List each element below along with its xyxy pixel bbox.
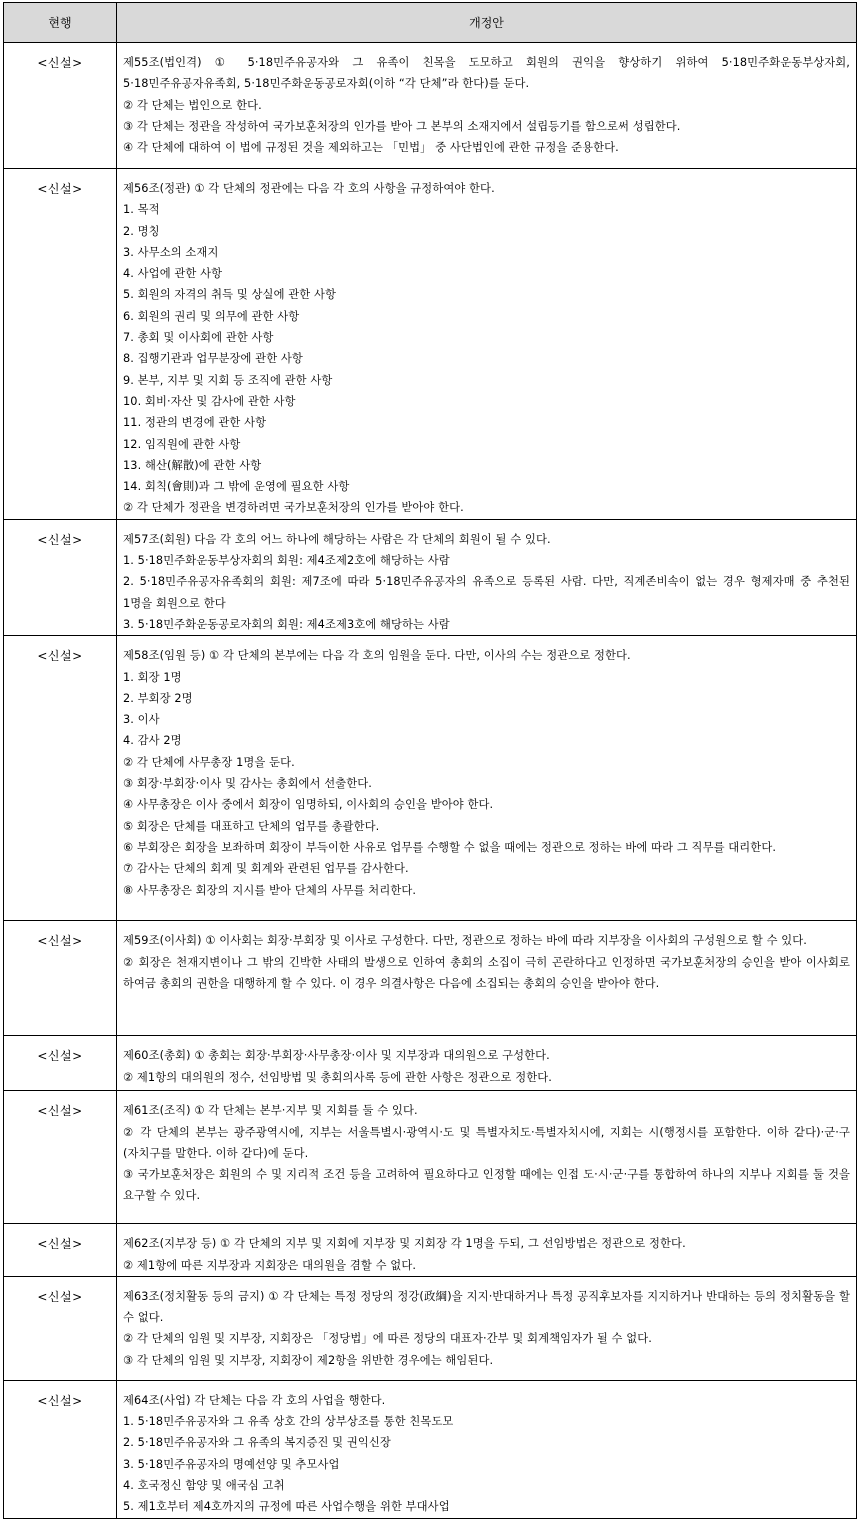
proposed-cell — [117, 1276, 857, 1380]
provision-line: 제58조(임원 등) ① 각 단체의 본부에는 다음 각 호의 임원을 둔다. 다만, 이사의 수는 정관으로 정한다. — [123, 649, 631, 663]
current-cell: <신설> — [4, 1276, 117, 1380]
provision-line: 5. 회원의 자격의 취득 및 상실에 관한 사항 — [123, 288, 337, 302]
current-cell: <신설> — [4, 1380, 117, 1518]
provision-line: 2. 부회장 2명 — [123, 691, 193, 705]
provision-line: 10. 회비·자산 및 감사에 관한 사항 — [123, 394, 296, 408]
provision-line: ⑧ 사무총장은 회장의 지시를 받아 단체의 사무를 처리한다. — [123, 883, 417, 897]
proposed-cell — [117, 921, 857, 1036]
provision-line: 14. 회칙(會則)과 그 밖에 운영에 필요한 사항 — [123, 480, 350, 494]
provision-line: 7. 총회 및 이사회에 관한 사항 — [123, 331, 274, 345]
current-cell: <신설> — [4, 1091, 117, 1224]
proposed-cell — [117, 1036, 857, 1091]
provision-line: 1. 회장 1명 — [123, 670, 182, 684]
provision-line: 4. 호국정신 함양 및 애국심 고취 — [123, 1479, 285, 1493]
provision-line: ③ 국가보훈처장은 회원의 수 및 지리적 조건 등을 고려하여 필요하다고 인정할 때에는 인접 도·시·군·구를 통합하여 하나의 지부나 지회를 둘 것을 요구할 수 있다. — [123, 1168, 850, 1203]
provision-line: ⑤ 회장은 단체를 대표하고 단체의 업무를 총괄한다. — [123, 819, 380, 833]
current-cell: <신설> — [4, 169, 117, 520]
provision-line: 제64조(사업) 각 단체는 다음 각 호의 사업을 행한다. — [123, 1393, 386, 1407]
provision-line: ② 각 단체의 본부는 광주광역시에, 지부는 서울특별시·광역시·도 및 특별자치도·특별자치시에, 지회는 시(행정시를 포함한다. 이하 같다)·군·구(자치구를 말한다. 이하 같다)에 둔다. — [123, 1125, 850, 1160]
provision-line: 2. 5·18민주유공자유족회의 회원: 제7조에 따라 5·18민주유공자의 유족으로 등록된 사람. 다만, 직계존비속이 없는 경우 형제자매 중 추천된 1명을 회원으로 한다 — [123, 575, 850, 610]
table-row — [4, 1036, 857, 1091]
proposed-cell — [117, 636, 857, 921]
provision-line: 제60조(총회) ① 총회는 회장·부회장·사무총장·이사 및 지부장과 대의원으로 구성한다. — [123, 1049, 550, 1063]
table-header-row — [4, 3, 857, 43]
provision-line: ② 각 단체는 법인으로 한다. — [123, 98, 262, 112]
provision-line: 제61조(조직) ① 각 단체는 본부·지부 및 지회를 둘 수 있다. — [123, 1104, 418, 1118]
provision-line: 13. 해산(解散)에 관한 사항 — [123, 458, 262, 472]
table-row — [4, 921, 857, 1036]
table-row — [4, 1380, 857, 1518]
provision-line: ⑦ 감사는 단체의 회계 및 회계와 관련된 업무를 감사한다. — [123, 862, 409, 876]
table-row — [4, 636, 857, 921]
provision-line: 2. 5·18민주유공자와 그 유족의 복지증진 및 권익신장 — [123, 1436, 391, 1450]
proposed-cell — [117, 1224, 857, 1277]
provision-line: 제57조(회원) 다음 각 호의 어느 하나에 해당하는 사람은 각 단체의 회원이 될 수 있다. — [123, 532, 551, 546]
provision-line: ② 각 단체가 정관을 변경하려면 국가보훈처장의 인가를 받아야 한다. — [123, 501, 464, 515]
table-row — [4, 519, 857, 635]
provision-line: 1. 5·18민주유공자와 그 유족 상호 간의 상부상조를 통한 친목도모 — [123, 1415, 454, 1429]
proposed-cell — [117, 1091, 857, 1224]
provision-line: ④ 사무총장은 이사 중에서 회장이 임명하되, 이사회의 승인을 받아야 한다. — [123, 798, 494, 812]
table-row — [4, 1276, 857, 1380]
provision-line: 1. 목적 — [123, 203, 160, 217]
provision-line: 1. 5·18민주화운동부상자회의 회원: 제4조제2호에 해당하는 사람 — [123, 554, 450, 568]
table-row — [4, 169, 857, 520]
provision-line: ② 제1항에 따른 지부장과 지회장은 대의원을 겸할 수 없다. — [123, 1258, 417, 1272]
proposed-cell — [117, 1380, 857, 1518]
current-cell: <신설> — [4, 1224, 117, 1277]
provision-line: 제59조(이사회) ① 이사회는 회장·부회장 및 이사로 구성한다. 다만, 정관으로 정하는 바에 따라 지부장을 이사회의 구성원으로 할 수 있다. — [123, 934, 807, 948]
provision-line: 8. 집행기관과 업무분장에 관한 사항 — [123, 352, 303, 366]
provision-line: 제63조(정치활동 등의 금지) ① 각 단체는 특정 정당의 정강(政綱)을 지지·반대하거나 특정 공직후보자를 지지하거나 반대하는 등의 정치활동을 할 수 없다. — [123, 1289, 850, 1325]
provision-line: 3. 사무소의 소재지 — [123, 245, 219, 259]
provision-line: ③ 각 단체는 정관을 작성하여 국가보훈처장의 인가를 받아 그 본부의 소재지에서 설립등기를 함으로써 성립한다. — [123, 119, 681, 133]
provision-line: 9. 본부, 지부 및 지회 등 조직에 관한 사항 — [123, 373, 333, 387]
current-cell: <신설> — [4, 1036, 117, 1091]
provision-line: 2. 명칭 — [123, 224, 160, 238]
table-row — [4, 1224, 857, 1277]
proposed-cell — [117, 519, 857, 635]
table-row — [4, 1091, 857, 1224]
provision-line: ④ 각 단체에 대하여 이 법에 규정된 것을 제외하고는 「민법」 중 사단법인에 관한 규정을 준용한다. — [123, 141, 619, 155]
provision-line: 12. 임직원에 관한 사항 — [123, 437, 241, 451]
header-current: 현행 — [4, 3, 117, 43]
proposed-cell — [117, 169, 857, 520]
header-proposed: 개정안 — [117, 3, 857, 43]
provision-line: ⑥ 부회장은 회장을 보좌하며 회장이 부득이한 사유로 업무를 수행할 수 없을 때에는 정관으로 정하는 바에 따라 그 직무를 대리한다. — [123, 840, 777, 854]
provision-line: 제62조(지부장 등) ① 각 단체의 지부 및 지회에 지부장 및 지회장 각 1명을 두되, 그 선임방법은 정관으로 정한다. — [123, 1237, 686, 1251]
provision-line: ③ 회장·부회장·이사 및 감사는 총회에서 선출한다. — [123, 777, 372, 791]
current-cell: <신설> — [4, 921, 117, 1036]
comparison-table — [3, 2, 857, 1519]
table-row — [4, 43, 857, 169]
provision-line: 5. 제1호부터 제4호까지의 규정에 따른 사업수행을 위한 부대사업 — [123, 1500, 450, 1514]
current-cell: <신설> — [4, 43, 117, 169]
current-cell: <신설> — [4, 519, 117, 635]
provision-line: 3. 5·18민주화운동공로자회의 회원: 제4조제3호에 해당하는 사람 — [123, 617, 450, 631]
provision-line: 제56조(정관) ① 각 단체의 정관에는 다음 각 호의 사항을 규정하여야 한다. — [123, 182, 495, 195]
provision-line: 4. 감사 2명 — [123, 734, 182, 748]
proposed-cell — [117, 43, 857, 169]
provision-line: ② 회장은 천재지변이나 그 밖의 긴박한 사태의 발생으로 인하여 총회의 소집이 극히 곤란하다고 인정하면 국가보훈처장의 승인을 받아 이사회로 하여금 총회의 권한을 대행하게 할 수 있다. 이 경우 의결사항은 다음에 소집되는 총회의 승인을 받아야 한다. — [123, 955, 850, 990]
provision-line: 6. 회원의 권리 및 의무에 관한 사항 — [123, 309, 300, 323]
provision-line: ② 각 단체의 임원 및 지부장, 지회장은 「정당법」에 따른 정당의 대표자·간부 및 회계책임자가 될 수 없다. — [123, 1332, 652, 1346]
provision-line: 3. 5·18민주유공자의 명예선양 및 추모사업 — [123, 1457, 340, 1471]
provision-line: 3. 이사 — [123, 713, 160, 727]
provision-line: 11. 정관의 변경에 관한 사항 — [123, 416, 267, 430]
provision-line: ② 각 단체에 사무총장 1명을 둔다. — [123, 755, 295, 769]
provision-line: ③ 각 단체의 임원 및 지부장, 지회장이 제2항을 위반한 경우에는 해임된다. — [123, 1353, 494, 1367]
provision-line: ② 제1항의 대의원의 정수, 선임방법 및 총회의사록 등에 관한 사항은 정관으로 정한다. — [123, 1070, 552, 1084]
current-cell: <신설> — [4, 636, 117, 921]
provision-line: 4. 사업에 관한 사항 — [123, 267, 223, 281]
provision-line: 제55조(법인격) ① 5·18민주유공자와 그 유족이 친목을 도모하고 회원의 권익을 향상하기 위하여 5·18민주화운동부상자회, 5·18민주유공자유족회, 5·18민주화운동공로자회(이하 “각 단체”라 한다)를 둔다. — [123, 56, 850, 91]
